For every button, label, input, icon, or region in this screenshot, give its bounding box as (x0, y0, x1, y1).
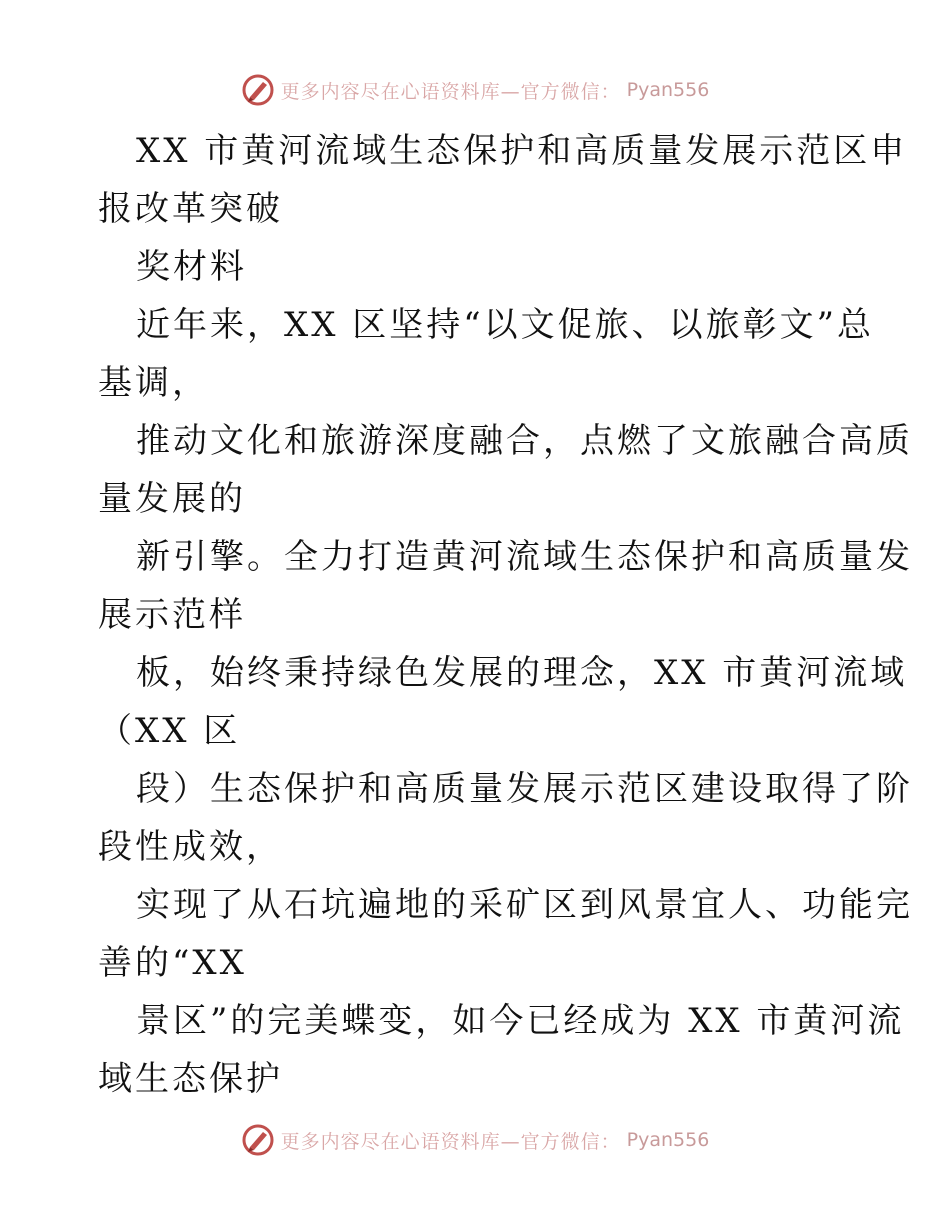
document-line: 推动文化和旅游深度融合，点燃了文旅融合高质 (136, 421, 913, 461)
pen-logo-icon (241, 73, 275, 107)
document-line: XX 市黄河流域生态保护和高质量发展示范区申 (136, 131, 908, 171)
document-line: 段性成效， (98, 827, 283, 867)
document-line: （XX 区 (98, 711, 241, 751)
header-watermark (0, 70, 950, 110)
document-line: 实现了从石坑遍地的采矿区到风景宜人、功能完 (136, 885, 913, 925)
document-line: 善的“XX (98, 943, 247, 983)
document-body (98, 122, 913, 1108)
watermark-text: 更多内容尽在心语资料库—官方微信： (280, 1130, 621, 1153)
document-line: 新引擎。全力打造黄河流域生态保护和高质量发 (136, 537, 913, 577)
watermark-wechat-id: Pyan556 (626, 1129, 710, 1151)
document-line: 域生态保护 (98, 1059, 283, 1099)
document-line: 奖材料 (136, 247, 247, 287)
document-line: 近年来，XX 区坚持“以文促旅、以旅彰文”总 (136, 305, 874, 345)
document-line: 景区”的完美蝶变，如今已经成为 XX 市黄河流 (136, 1001, 905, 1041)
document-line: 板，始终秉持绿色发展的理念，XX 市黄河流域 (136, 653, 908, 693)
watermark-wechat-id: Pyan556 (626, 79, 710, 101)
footer-watermark (0, 1120, 950, 1160)
document-line: 量发展的 (98, 479, 246, 519)
document-line: 报改革突破 (98, 189, 283, 229)
document-line: 展示范样 (98, 595, 246, 635)
watermark-text: 更多内容尽在心语资料库—官方微信： (280, 80, 621, 103)
pen-logo-icon (241, 1123, 275, 1157)
document-line: 基调， (98, 363, 209, 403)
document-line: 段）生态保护和高质量发展示范区建设取得了阶 (136, 769, 913, 809)
